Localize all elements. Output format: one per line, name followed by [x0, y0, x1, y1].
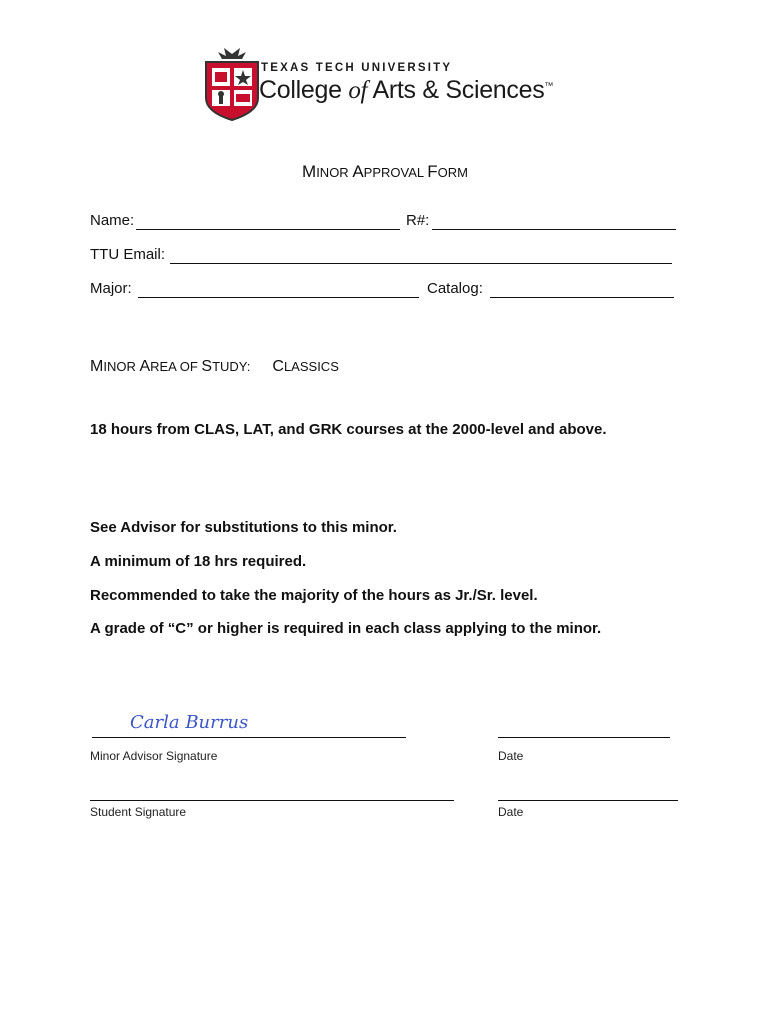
catalog-label: Catalog:: [427, 280, 483, 297]
minor-area-value: CLASSICS: [272, 358, 339, 375]
form-title: MINOR APPROVAL FORM: [302, 162, 468, 181]
email-field[interactable]: [170, 263, 672, 264]
student-date-line[interactable]: [498, 800, 678, 801]
email-label: TTU Email:: [90, 246, 165, 263]
advisor-signature-label: Minor Advisor Signature: [90, 749, 218, 763]
student-signature-label: Student Signature: [90, 805, 187, 819]
note-minimum-hours: A minimum of 18 hrs required.: [90, 553, 307, 570]
advisor-signature: Carla Burrus: [130, 712, 249, 733]
advisor-date-label: Date: [498, 749, 524, 763]
double-t-shield-icon: [202, 46, 262, 122]
note-substitutions: See Advisor for substitutions to this minor.: [90, 519, 397, 536]
r-number-label: R#:: [406, 212, 430, 229]
r-number-field[interactable]: [432, 229, 676, 230]
name-label: Name:: [90, 212, 135, 229]
student-date-label: Date: [498, 805, 524, 819]
note-grade-requirement: A grade of “C” or higher is required in each class applying to the minor.: [90, 620, 602, 637]
advisor-date-line[interactable]: [498, 737, 670, 738]
major-field[interactable]: [138, 297, 419, 298]
university-name: TEXAS TECH UNIVERSITY: [261, 62, 453, 74]
college-name: College of Arts & Sciences™: [259, 76, 554, 104]
catalog-field[interactable]: [490, 297, 674, 298]
student-signature-line[interactable]: [90, 800, 454, 801]
major-label: Major:: [90, 280, 132, 297]
requirement-text: 18 hours from CLAS, LAT, and GRK courses at the 2000-level and above.: [90, 421, 607, 438]
name-field[interactable]: [136, 229, 400, 230]
advisor-signature-line[interactable]: [92, 737, 406, 738]
minor-area-heading: MINOR AREA OF STUDY: CLASSICS: [90, 358, 339, 375]
note-jr-sr-level: Recommended to take the majority of the hours as Jr./Sr. level.: [90, 587, 538, 604]
